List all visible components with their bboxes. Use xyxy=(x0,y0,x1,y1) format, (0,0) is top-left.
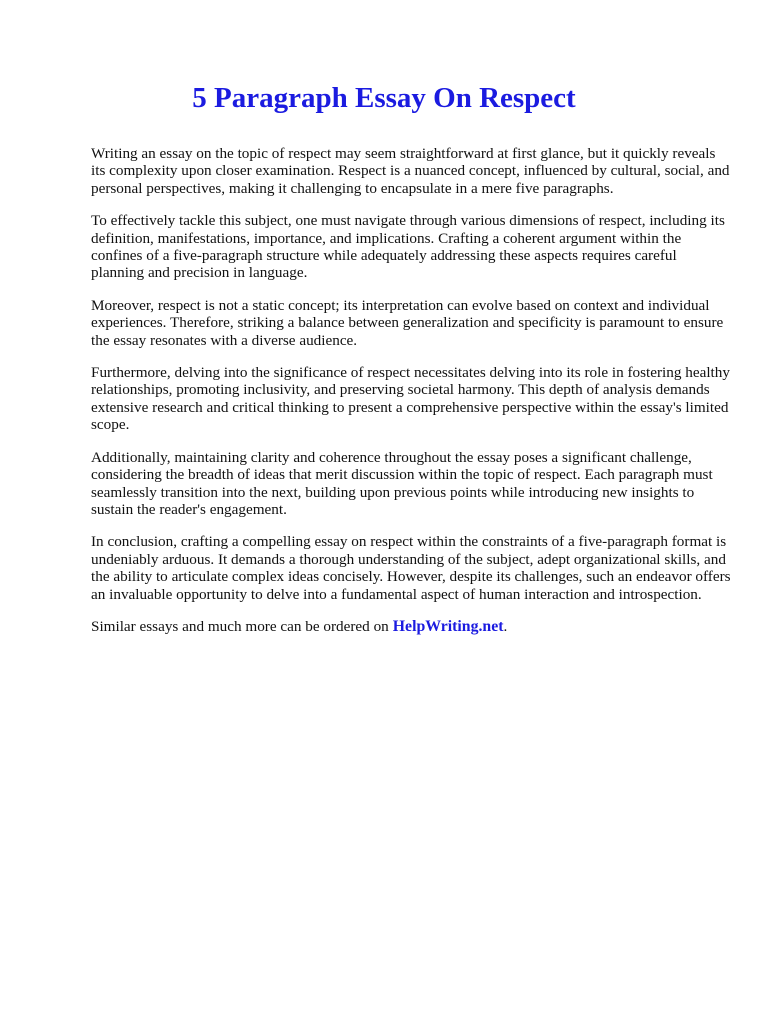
footer-text: Similar essays and much more can be ordered on xyxy=(91,617,389,635)
essay-body xyxy=(91,145,731,650)
page-title: 5 Paragraph Essay On Respect xyxy=(192,82,576,114)
paragraph-3: Moreover, respect is not a static concept; its interpretation can evolve based on context and individual experiences. Therefore, striking a balance between generalization and specificity is paramount to ensure the essay resonates with a diverse audience. xyxy=(91,296,724,349)
paragraph-2: To effectively tackle this subject, one must navigate through various dimensions of respect, including its definition, manifestations, importance, and implications. Crafting a coherent argument within the confines of a five-paragraph structure while adequately addressing these aspects requires careful planning and precision in language. xyxy=(91,212,725,282)
paragraph-5: Additionally, maintaining clarity and coherence throughout the essay poses a significant challenge, considering the breadth of ideas that merit discussion within the topic of respect. Each paragraph must seamlessly transition into the next, building upon previous points while introducing new insights to sustain the reader's engagement. xyxy=(91,448,713,518)
footer-line xyxy=(91,618,731,635)
helpwriting-link[interactable]: HelpWriting.net xyxy=(392,617,504,635)
paragraph-4: Furthermore, delving into the significance of respect necessitates delving into its role in fostering healthy relationships, promoting inclusivity, and preserving societal harmony. This depth of analysis demands extensive research and critical thinking to present a comprehensive perspective within the essay's limited scope. xyxy=(91,364,730,434)
paragraph-6: In conclusion, crafting a compelling essay on respect within the constraints of a five-paragraph format is undeniably arduous. It demands a thorough understanding of the subject, adept organizational skills, and the ability to articulate complex ideas concisely. However, despite its challenges, such an endeavor offers an invaluable opportunity to delve into a fundamental aspect of human interaction and introspection. xyxy=(91,533,731,603)
paragraph-1: Writing an essay on the topic of respect may seem straightforward at first glance, but it quickly reveals its complexity upon closer examination. Respect is a nuanced concept, influenced by cultural, social, and personal perspectives, making it challenging to encapsulate in a mere five paragraphs. xyxy=(91,145,730,197)
footer-end-punct: . xyxy=(503,617,508,635)
